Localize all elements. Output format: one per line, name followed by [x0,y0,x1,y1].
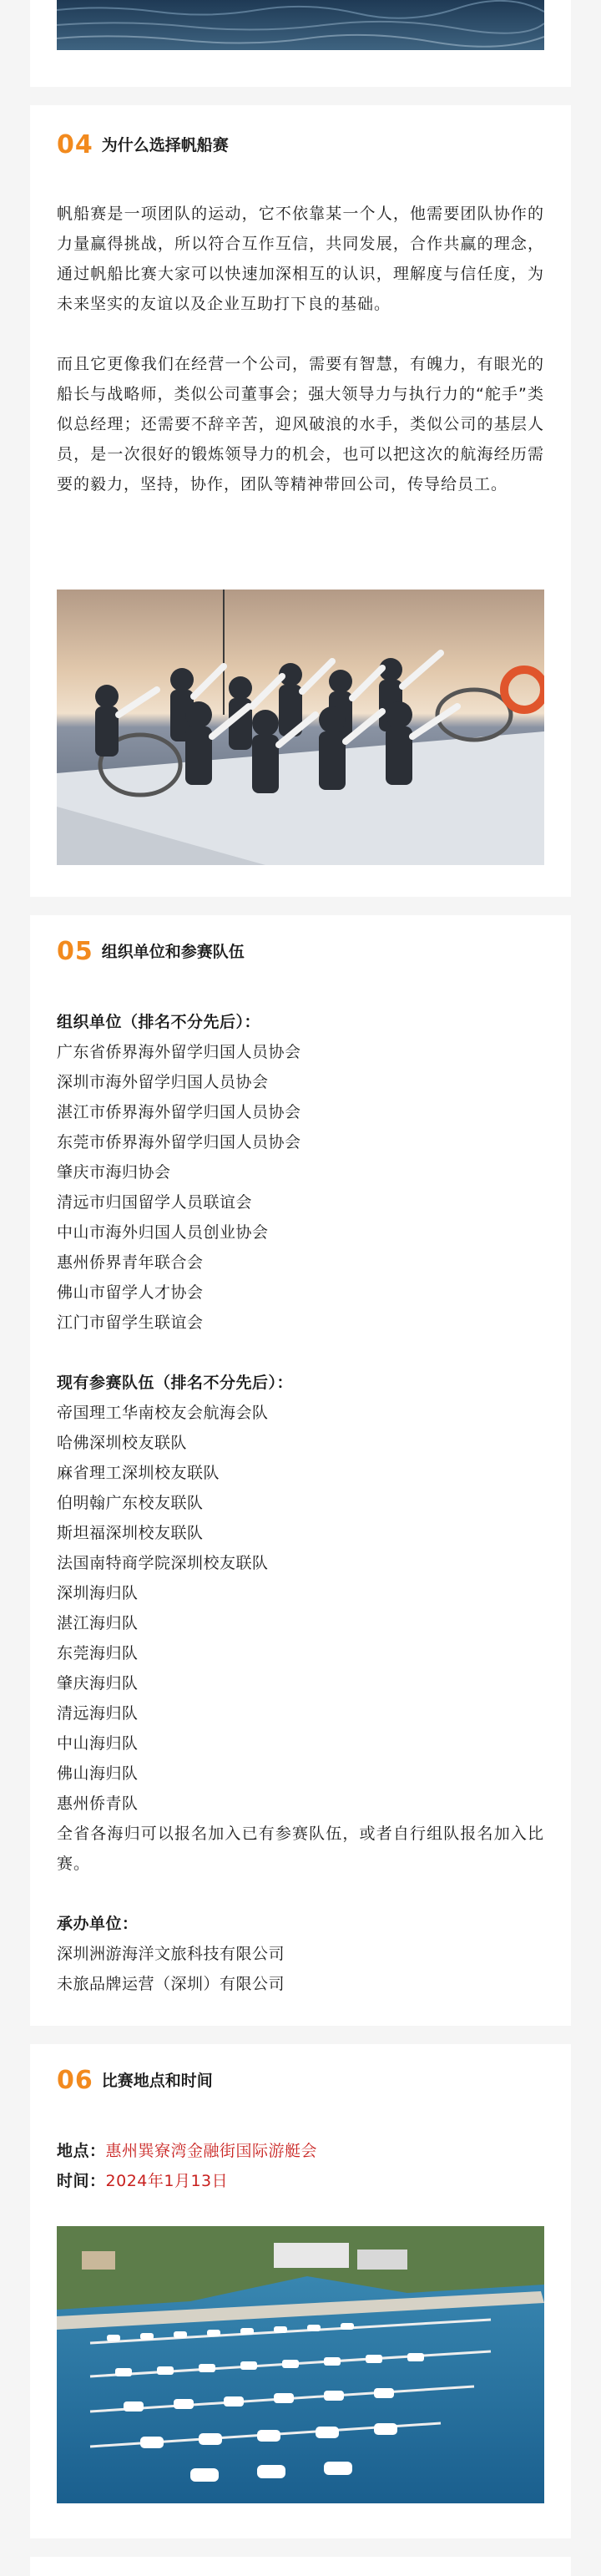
organizer-item: 惠州侨界青年联合会 [57,1253,204,1272]
host-item: 深圳洲游海洋文旅科技有限公司 [57,1945,285,1963]
organizer-item: 肇庆市海归协会 [57,1163,171,1182]
intro-card [30,0,571,87]
team-item: 法国南特商学院深圳校友联队 [57,1554,269,1572]
section-title: 比赛地点和时间 [101,2072,213,2090]
venue-line [57,2136,544,2166]
team-item: 佛山海归队 [57,1764,139,1783]
team-item: 深圳海归队 [57,1584,139,1602]
section-number: 04 [57,130,93,159]
sea-photo [57,0,544,50]
section-06-header [57,2066,213,2096]
section-06-card [30,2044,571,2538]
team-item: 肇庆海归队 [57,1674,139,1693]
marina-photo [57,2226,544,2503]
organizer-item: 广东省侨界海外留学归国人员协会 [57,1043,301,1061]
registration-note: 全省各海归可以报名加入已有参赛队伍，或者自行组队报名加入比赛。 [57,1824,544,1873]
host-item: 未旅品牌运营（深圳）有限公司 [57,1975,285,1993]
section-title: 为什么选择帆船赛 [101,136,229,154]
hosts-heading: 承办单位： [57,1915,139,1933]
organizers-heading: 组织单位（排名不分先后）： [57,1013,261,1031]
team-item: 斯坦福深圳校友联队 [57,1524,204,1542]
team-item: 惠州侨青队 [57,1794,139,1813]
venue-value: 惠州巽寮湾金融街国际游艇会 [105,2142,318,2160]
section-04-header [57,130,229,160]
team-item: 清远海归队 [57,1704,139,1723]
team-item: 伯明翰广东校友联队 [57,1494,204,1512]
team-item: 中山海归队 [57,1734,139,1753]
next-card [30,2557,571,2576]
section-04-card [30,105,571,897]
team-item: 东莞海归队 [57,1644,139,1663]
team-item: 湛江海归队 [57,1614,139,1632]
team-item: 哈佛深圳校友联队 [57,1434,188,1452]
date-value: 2024年1月13日 [105,2172,229,2190]
section-05-card [30,915,571,2026]
organizer-item: 江门市留学生联谊会 [57,1313,204,1332]
section-05-header [57,937,245,967]
sailing-crew-photo [57,590,544,865]
paragraph-2: 而且它更像我们在经营一个公司，需要有智慧，有魄力，有眼光的船长与战略师，类似公司董事会；强大领导力与执行力的“舵手”类似总经理；还需要不辞辛苦，迎风破浪的水手，类似公司的基层人员，是一次很好的锻炼领导力的机会，也可以把这次的航海经历需要的毅力，坚持，协作，团队等精神带回公司，传导给员工。 [57,355,544,493]
date-line [57,2166,544,2196]
team-item: 麻省理工深圳校友联队 [57,1464,220,1482]
teams-heading: 现有参赛队伍（排名不分先后）： [57,1374,294,1392]
date-label: 时间： [57,2172,106,2190]
paragraph-1: 帆船赛是一项团队的运动，它不依靠某一个人，他需要团队协作的力量赢得挑战，所以符合互作互信，共同发展，合作共赢的理念，通过帆船比赛大家可以快速加深相互的认识，理解度与信任度，为未来坚实的友谊以及企业互助打下良的基础。 [57,205,544,313]
section-number: 06 [57,2066,93,2095]
organizer-item: 湛江市侨界海外留学归国人员协会 [57,1103,301,1121]
team-item: 帝国理工华南校友会航海会队 [57,1404,269,1422]
venue-label: 地点： [57,2142,106,2160]
organizer-item: 深圳市海外留学归国人员协会 [57,1073,269,1091]
section-number: 05 [57,937,93,966]
organizer-item: 东莞市侨界海外留学归国人员协会 [57,1133,301,1151]
organizer-item: 清远市归国留学人员联谊会 [57,1193,253,1212]
section-title: 组织单位和参赛队伍 [101,943,245,961]
organizer-item: 佛山市留学人才协会 [57,1283,204,1302]
organizer-item: 中山市海外归国人员创业协会 [57,1223,269,1242]
